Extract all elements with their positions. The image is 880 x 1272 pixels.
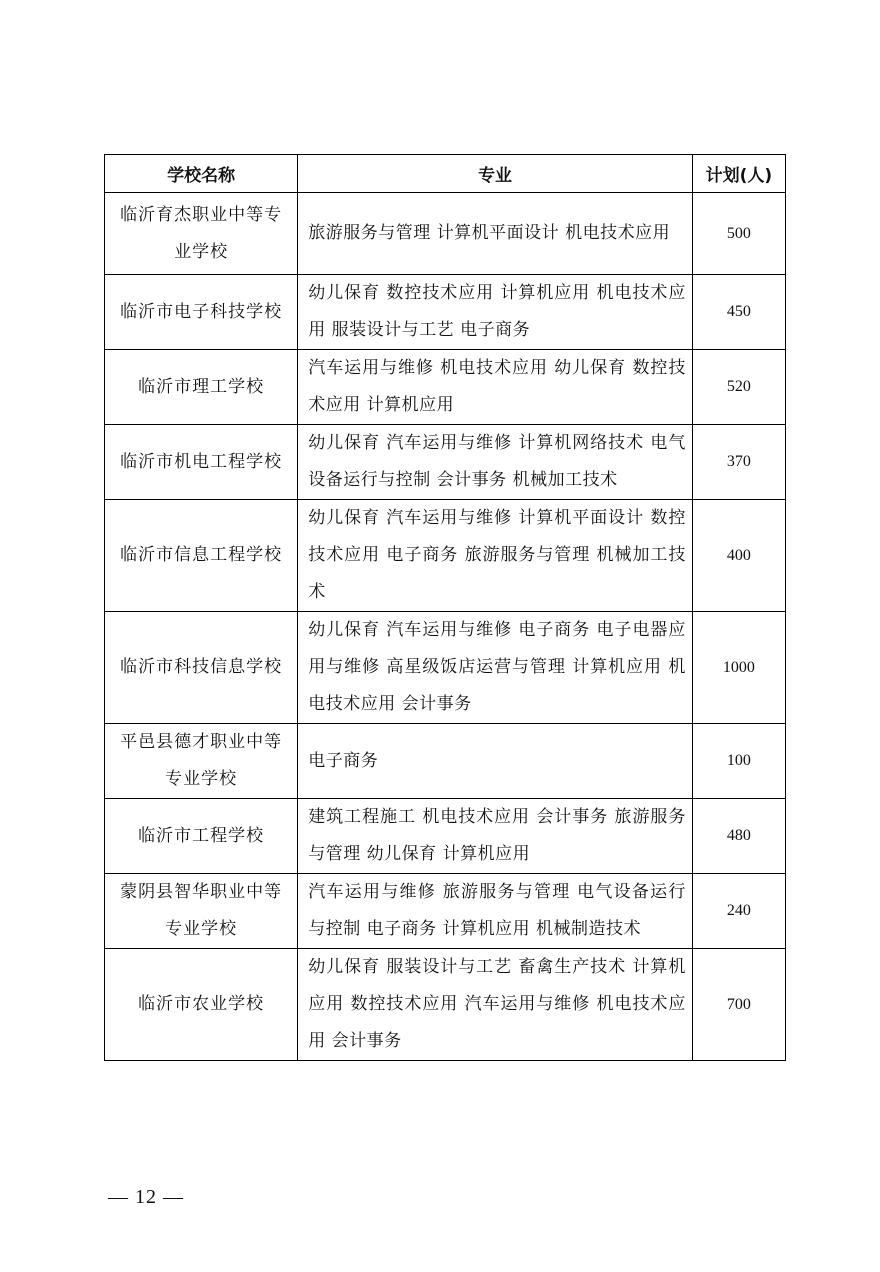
school-name-cell: 平邑县德才职业中等专业学校 — [105, 724, 298, 799]
majors-cell: 汽车运用与维修 机电技术应用 幼儿保育 数控技术应用 计算机应用 — [298, 350, 693, 425]
plan-cell: 240 — [692, 874, 785, 949]
table-row — [105, 275, 786, 350]
table-row — [105, 350, 786, 425]
table-row — [105, 500, 786, 612]
school-name-cell: 临沂育杰职业中等专业学校 — [105, 193, 298, 275]
plan-cell: 100 — [692, 724, 785, 799]
school-name-cell: 临沂市农业学校 — [105, 949, 298, 1061]
majors-cell: 幼儿保育 汽车运用与维修 计算机网络技术 电气设备运行与控制 会计事务 机械加工技术 — [298, 425, 693, 500]
header-major: 专业 — [298, 155, 693, 193]
plan-cell: 450 — [692, 275, 785, 350]
plan-cell: 400 — [692, 500, 785, 612]
plan-cell: 480 — [692, 799, 785, 874]
enrollment-plan-table — [104, 154, 786, 1061]
majors-cell: 幼儿保育 服装设计与工艺 畜禽生产技术 计算机应用 数控技术应用 汽车运用与维修 机电技术应用 会计事务 — [298, 949, 693, 1061]
plan-cell: 500 — [692, 193, 785, 275]
school-name-cell: 临沂市工程学校 — [105, 799, 298, 874]
table-row — [105, 724, 786, 799]
majors-cell: 幼儿保育 汽车运用与维修 电子商务 电子电器应用与维修 高星级饭店运营与管理 计算机应用 机电技术应用 会计事务 — [298, 612, 693, 724]
school-name-cell: 临沂市科技信息学校 — [105, 612, 298, 724]
page-number: — 12 — — [108, 1186, 184, 1208]
majors-cell: 幼儿保育 数控技术应用 计算机应用 机电技术应用 服装设计与工艺 电子商务 — [298, 275, 693, 350]
table-row — [105, 799, 786, 874]
school-name-cell: 临沂市机电工程学校 — [105, 425, 298, 500]
header-plan: 计划(人) — [692, 155, 785, 193]
table-header-row — [105, 155, 786, 193]
header-school-name: 学校名称 — [105, 155, 298, 193]
school-name-cell: 临沂市理工学校 — [105, 350, 298, 425]
school-name-cell: 临沂市电子科技学校 — [105, 275, 298, 350]
majors-cell: 电子商务 — [298, 724, 693, 799]
school-name-cell: 蒙阴县智华职业中等专业学校 — [105, 874, 298, 949]
table-row — [105, 425, 786, 500]
plan-cell: 520 — [692, 350, 785, 425]
majors-cell: 汽车运用与维修 旅游服务与管理 电气设备运行与控制 电子商务 计算机应用 机械制造技术 — [298, 874, 693, 949]
table-row — [105, 193, 786, 275]
plan-cell: 1000 — [692, 612, 785, 724]
plan-cell: 370 — [692, 425, 785, 500]
majors-cell: 旅游服务与管理 计算机平面设计 机电技术应用 — [298, 193, 693, 275]
majors-cell: 幼儿保育 汽车运用与维修 计算机平面设计 数控技术应用 电子商务 旅游服务与管理 机械加工技术 — [298, 500, 693, 612]
school-name-cell: 临沂市信息工程学校 — [105, 500, 298, 612]
table-row — [105, 949, 786, 1061]
table-row — [105, 874, 786, 949]
table-row — [105, 612, 786, 724]
majors-cell: 建筑工程施工 机电技术应用 会计事务 旅游服务与管理 幼儿保育 计算机应用 — [298, 799, 693, 874]
plan-cell: 700 — [692, 949, 785, 1061]
